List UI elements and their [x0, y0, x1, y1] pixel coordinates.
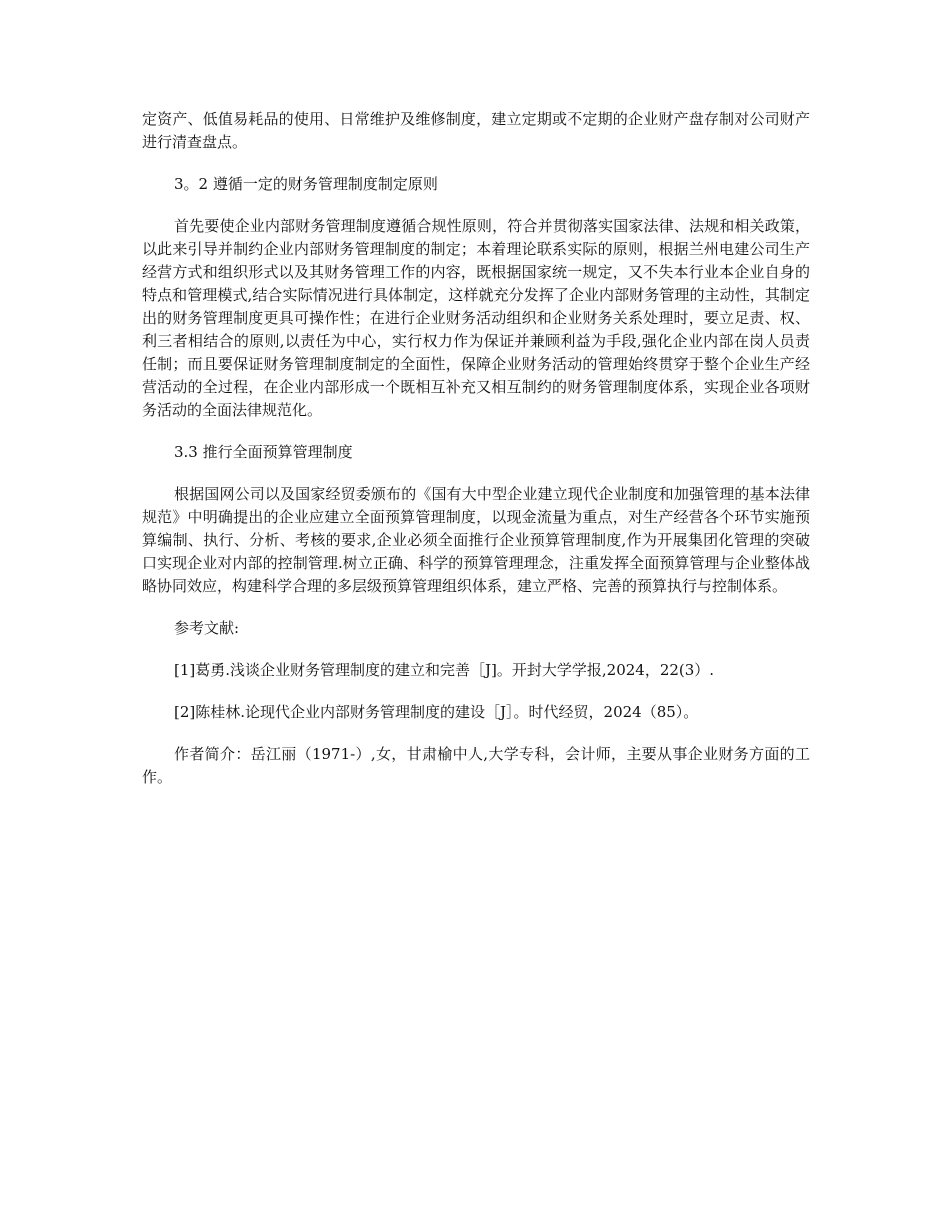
references-heading: 参考文献: [174, 619, 240, 637]
author-bio: 作者简介：岳江丽（1971-）,女，甘肃榆中人,大学专科，会计师，主要从事企业财务方面的工作。 [142, 745, 810, 786]
continuation-paragraph: 定资产、低值易耗品的使用、日常维护及维修制度，建立定期或不定期的企业财产盘存制对公司财产进行清查盘点。 [142, 110, 810, 151]
reference-item-2: [2]陈桂林.论现代企业内部财务管理制度的建设［J］。时代经贸，2024（85）。 [174, 703, 699, 721]
reference-item-1: [1]葛勇.浅谈企业财务管理制度的建立和完善［J]。开封大学学报,2024，22(3）. [174, 661, 715, 679]
section-heading-3-3: 3.3 推行全面预算管理制度 [174, 443, 353, 461]
section-body-3-3: 根据国网公司以及国家经贸委颁布的《国有大中型企业建立现代企业制度和加强管理的基本法律规范》中明确提出的企业应建立全面预算管理制度，以现金流量为重点，对生产经营各个环节实施预算编制、执行、分析、考核的要求,企业必须全面推行企业预算管理制度,作为开展集团化管理的突破口实现企业对内部的控制管理.树立正确、科学的预算管理理念，注重发挥全面预算管理与企业整体战略协同效应，构建科学合理的多层级预算管理组织体系，建立严格、完善的预算执行与控制体系。 [142, 485, 810, 595]
section-heading-3-2: 3。2 遵循一定的财务管理制度制定原则 [174, 175, 438, 193]
section-body-3-2: 首先要使企业内部财务管理制度遵循合规性原则，符合并贯彻落实国家法律、法规和相关政策，以此来引导并制约企业内部财务管理制度的制定；本着理论联系实际的原则，根据兰州电建公司生产经营方式和组织形式以及其财务管理工作的内容，既根据国家统一规定，又不失本行业本企业自身的特点和管理模式,结合实际情况进行具体制定，这样就充分发挥了企业内部财务管理的主动性，其制定出的财务管理制度更具可操作性；在进行企业财务活动组织和企业财务关系处理时，要立足责、权、利三者相结合的原则,以责任为中心，实行权力作为保证并兼顾利益为手段,强化企业内部在岗人员责任制；而且要保证财务管理制度制定的全面性，保障企业财务活动的管理始终贯穿于整个企业生产经营活动的全过程，在企业内部形成一个既相互补充又相互制约的财务管理制度体系，实现企业各项财务活动的全面法律规范化。 [142, 217, 810, 419]
document-page [142, 108, 810, 808]
